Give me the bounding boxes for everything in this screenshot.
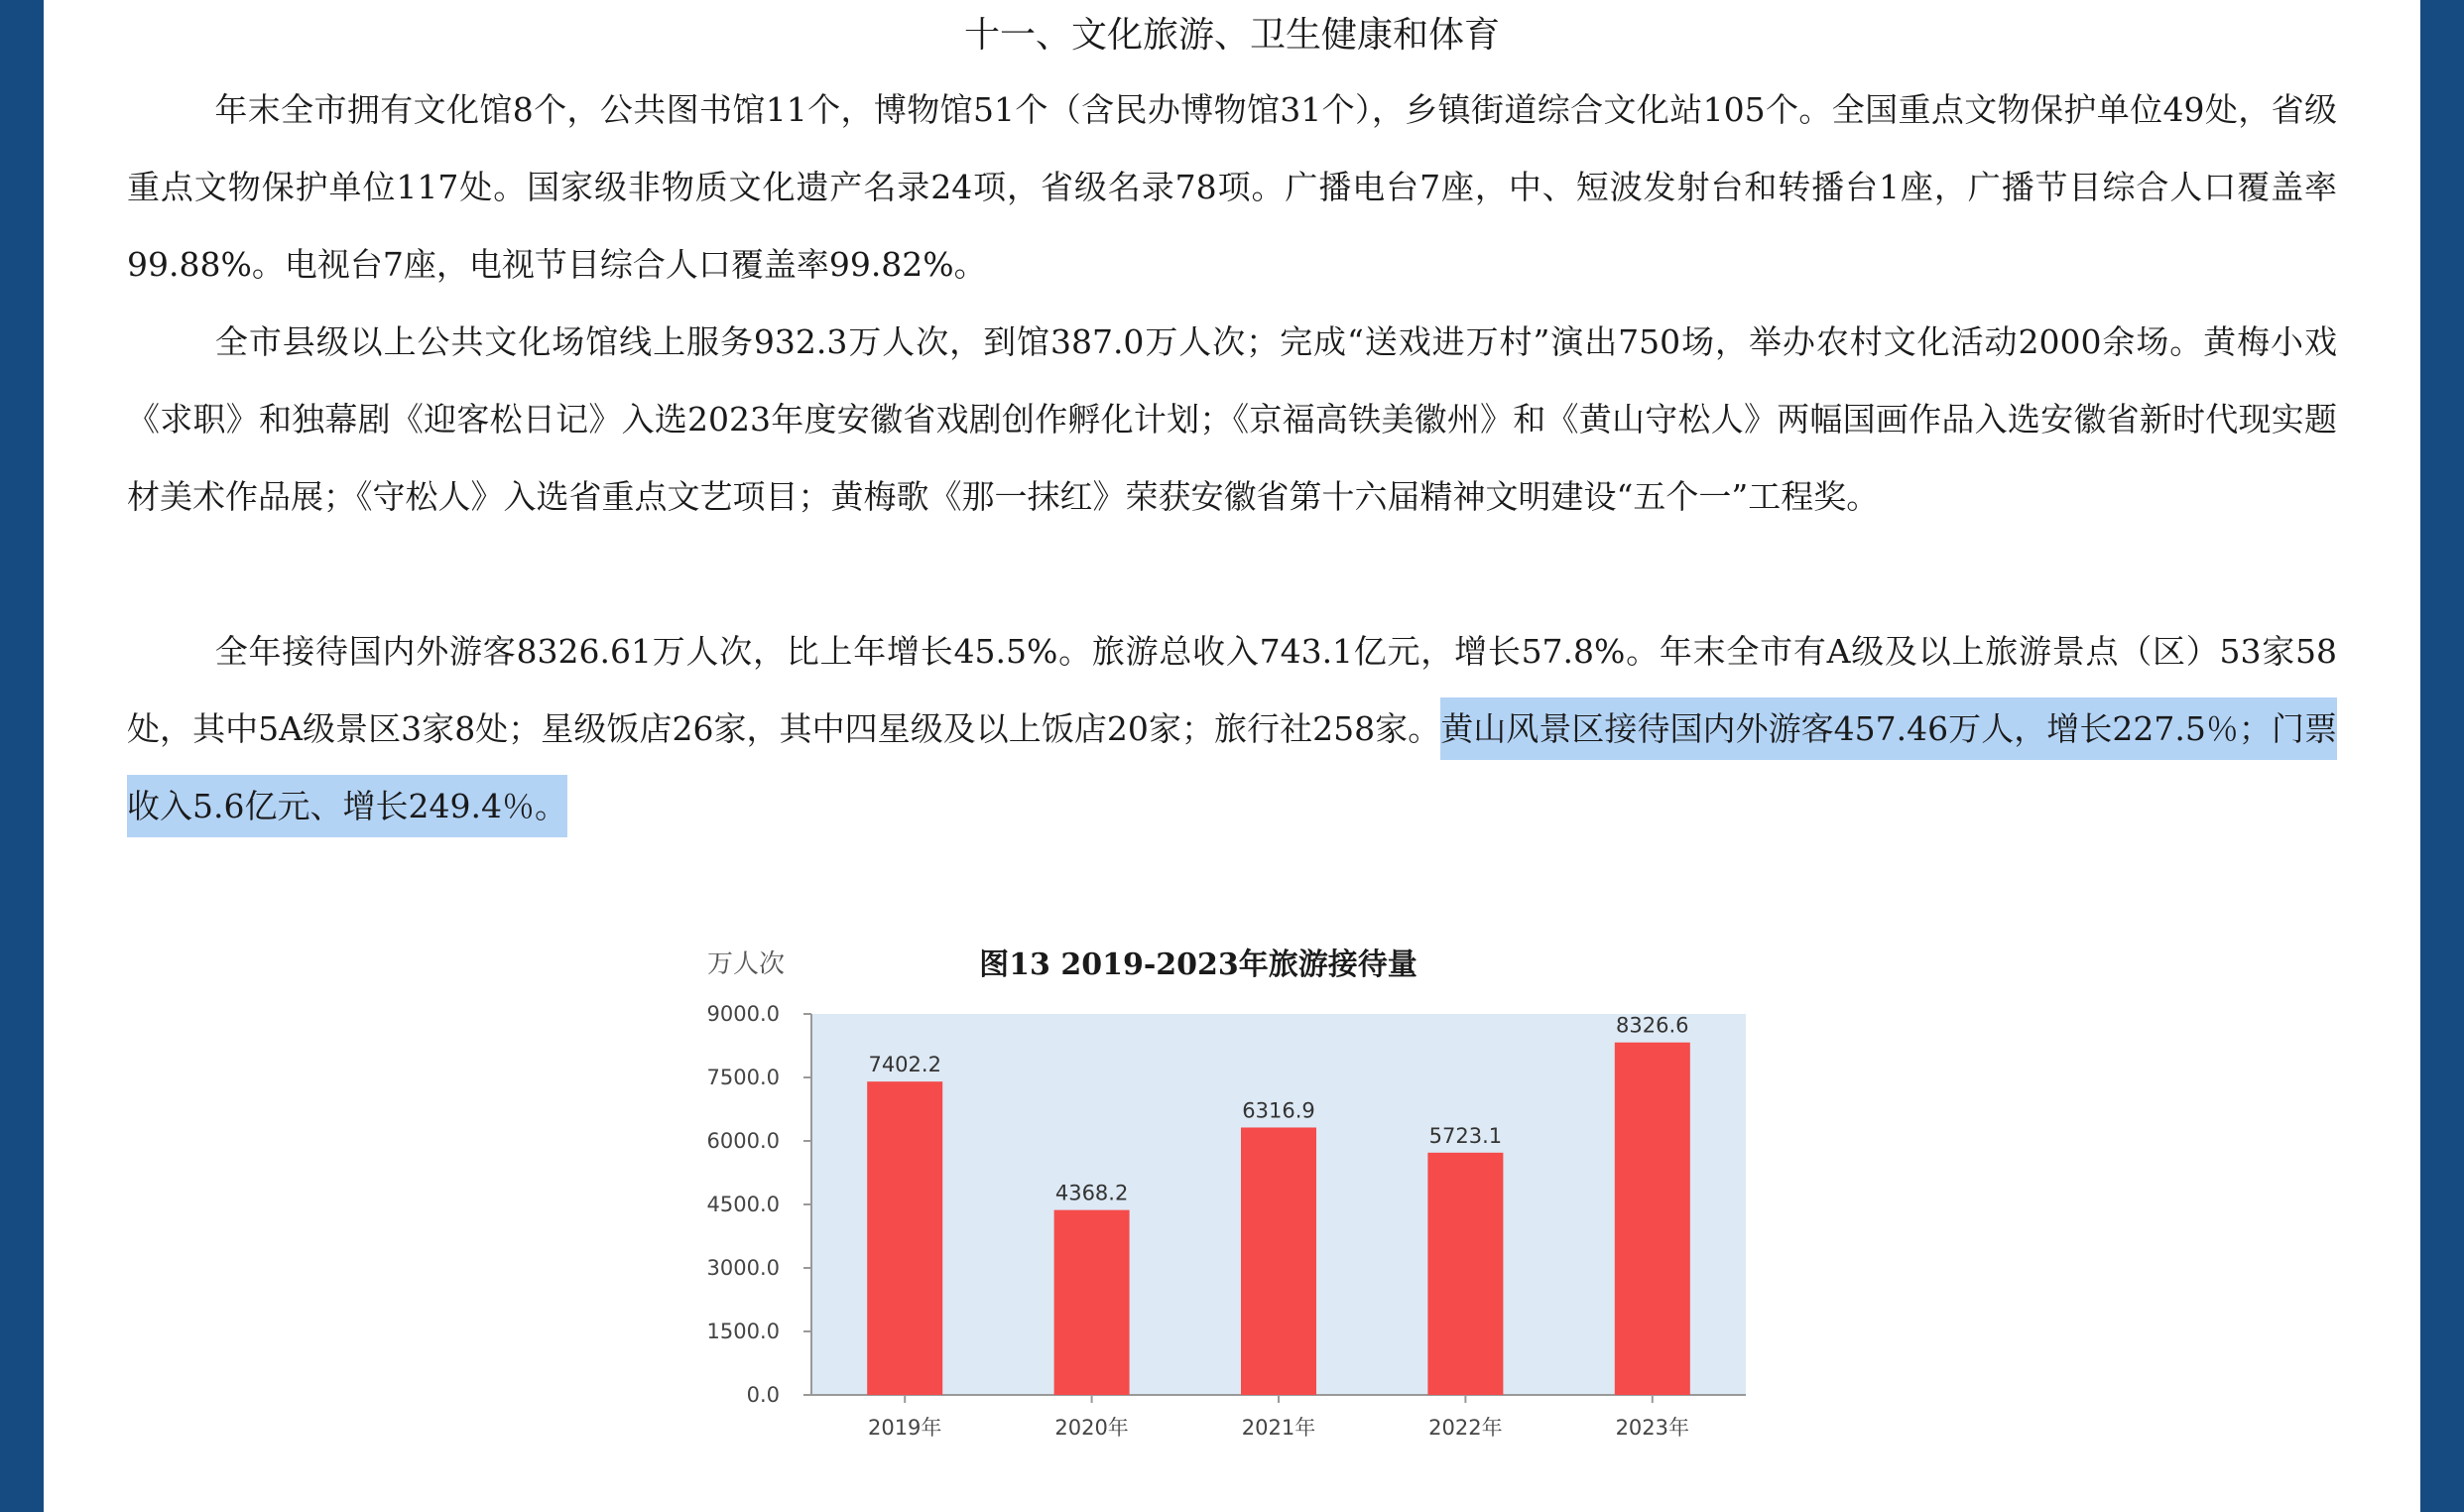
bar-2022年: [1427, 1153, 1503, 1395]
bar-value-label: 8326.6: [1616, 1013, 1689, 1038]
bar-2019年: [867, 1081, 942, 1395]
y-tick-label: 0.0: [746, 1383, 780, 1407]
x-tick-label: 2023年: [1615, 1416, 1690, 1440]
bar-2023年: [1615, 1043, 1690, 1395]
x-tick-label: 2020年: [1054, 1416, 1129, 1440]
paragraph-culture-facilities: [127, 71, 2337, 304]
x-tick-label: 2022年: [1428, 1416, 1503, 1440]
paragraph-text: 全年接待国内外游客8326.61万人次，比上年增长45.5%。旅游总收入743.1亿元，增长57.8%。年末全市有A级及以上旅游景点（区）53家58处，其中5A级景区3家8处；星级饭店26家，其中四星级及以上饭店20家；旅行社258家。: [127, 632, 2337, 748]
y-tick-label: 3000.0: [706, 1256, 780, 1280]
bar-value-label: 7402.2: [868, 1053, 941, 1077]
bar-2021年: [1241, 1127, 1316, 1395]
section-title: 十一、文化旅游、卫生健康和体育: [963, 15, 1500, 56]
paragraph-tourism: [127, 613, 2337, 845]
chart-title: 图13 2019-2023年旅游接待量: [979, 947, 1417, 982]
tourism-bar-chart: [0, 913, 2464, 1468]
paragraph-text: 全市县级以上公共文化场馆线上服务932.3万人次，到馆387.0万人次；完成“送戏进万村”演出750场，举办农村文化活动2000余场。黄梅小戏《求职》和独幕剧《迎客松日记》入选2023年度安徽省戏剧创作孵化计划；《京福高铁美徽州》和《黄山守松人》两幅国画作品入选安徽省新时代现实题材美术作品展；《守松人》入选省重点文艺项目；黄梅歌《那一抹红》荣获安徽省第十六届精神文明建设“五个一”工程奖。: [127, 322, 2337, 516]
y-tick-label: 1500.0: [706, 1320, 780, 1343]
bar-value-label: 5723.1: [1428, 1123, 1503, 1148]
y-tick-label: 9000.0: [706, 1002, 780, 1026]
bar-value-label: 6316.9: [1242, 1098, 1315, 1123]
x-tick-label: 2019年: [867, 1416, 942, 1440]
y-axis-unit: 万人次: [706, 949, 786, 979]
paragraph-public-culture: [127, 304, 2337, 536]
paragraph-text: 年末全市拥有文化馆8个，公共图书馆11个，博物馆51个（含民办博物馆31个），乡镇街道综合文化站105个。全国重点文物保护单位49处，省级重点文物保护单位117处。国家级非物质文化遗产名录24项，省级名录78项。广播电台7座，中、短波发射台和转播台1座，广播节目综合人口覆盖率99.88%。电视台7座，电视节目综合人口覆盖率99.82%。: [127, 90, 2337, 284]
bar-2020年: [1054, 1210, 1130, 1395]
y-tick-label: 7500.0: [706, 1066, 780, 1089]
selected-text-highlight[interactable]: 黄山风景区接待国内外游客457.46万人，增长227.5％；门票收入5.6亿元、增长249.4％。: [127, 697, 2337, 837]
y-tick-label: 4500.0: [706, 1193, 780, 1216]
bar-value-label: 4368.2: [1054, 1181, 1129, 1205]
y-tick-label: 6000.0: [706, 1129, 780, 1153]
x-tick-label: 2021年: [1241, 1416, 1316, 1440]
